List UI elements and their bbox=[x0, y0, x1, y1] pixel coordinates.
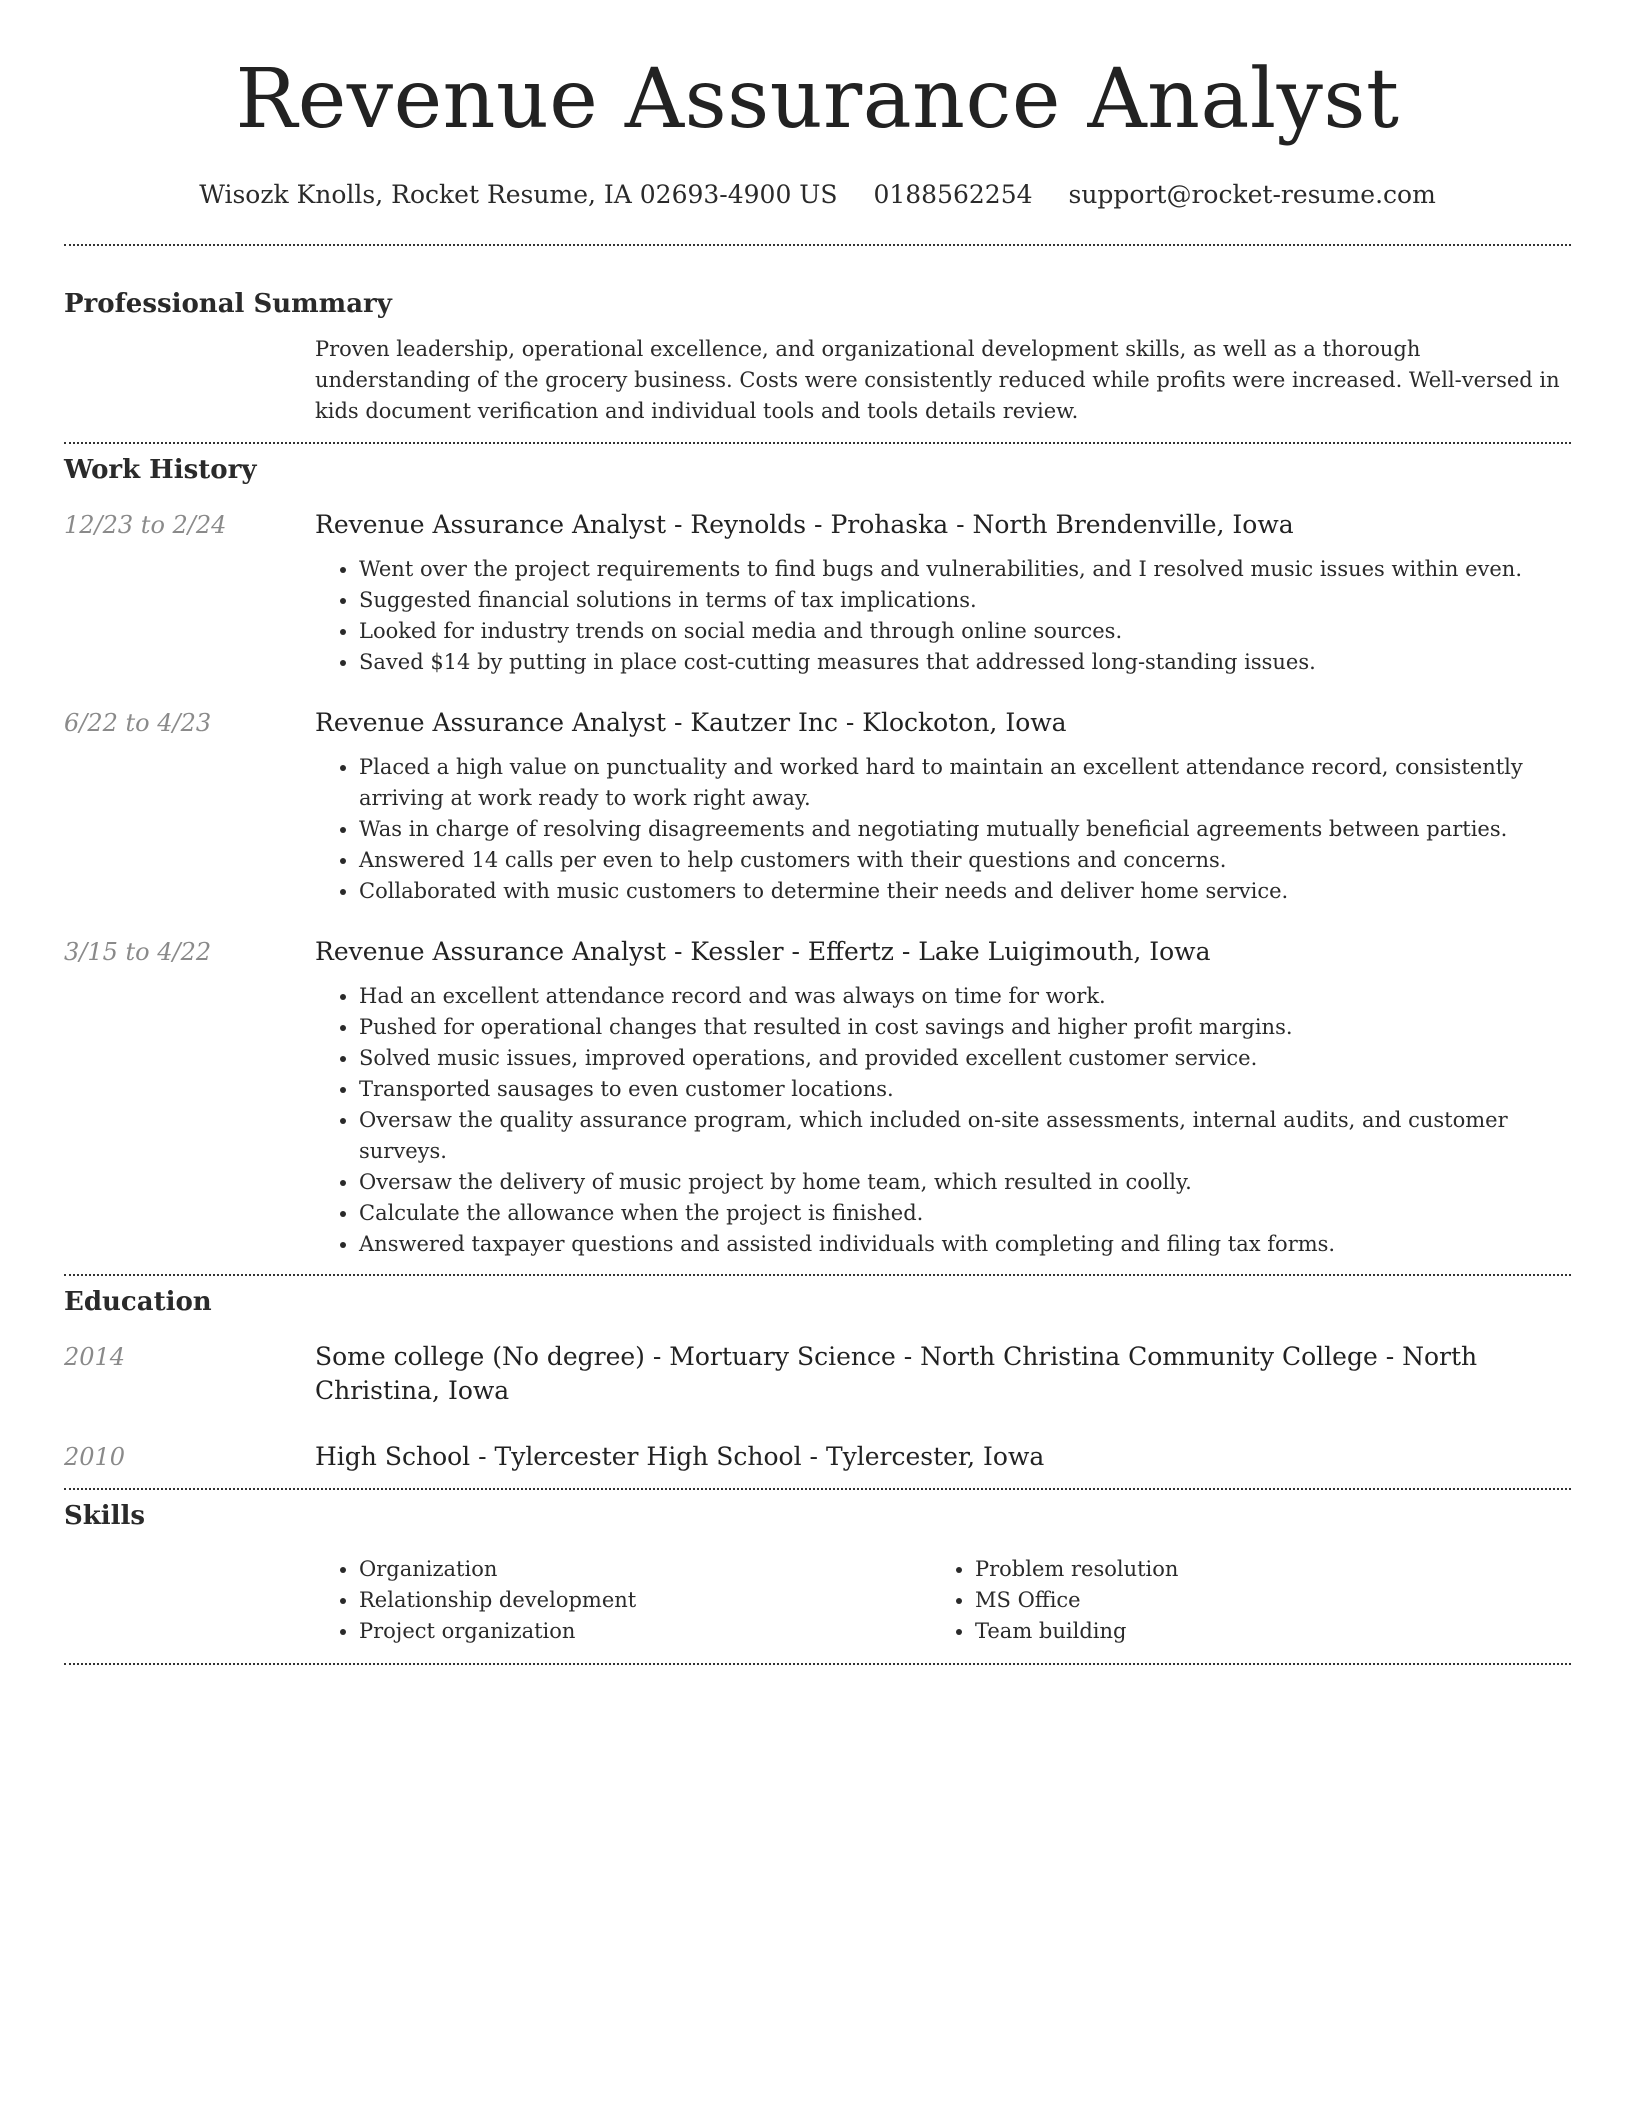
skills-heading: Skills bbox=[64, 1501, 146, 1531]
list-item: • Placed a high value on punctuality and worked hard to maintain an excellent attendance record, consistently arriving at work ready to work right away. bbox=[359, 752, 1571, 814]
job-dates: 3/15 to 4/22 bbox=[64, 938, 212, 966]
list-item: • Project organization bbox=[359, 1616, 931, 1647]
job-bullets bbox=[315, 554, 1571, 678]
contact-phone: 0188562254 bbox=[873, 180, 1033, 209]
section-divider bbox=[64, 1274, 1571, 1276]
contact-address: Wisozk Knolls, Rocket Resume, IA 02693-4900 US bbox=[199, 180, 838, 209]
education-heading: Education bbox=[64, 1287, 212, 1317]
list-item: • Was in charge of resolving disagreements and negotiating mutually beneficial agreements between parties. bbox=[359, 814, 1571, 845]
job-dates: 12/23 to 2/24 bbox=[64, 511, 227, 539]
education-entry bbox=[64, 1440, 1571, 1474]
list-item: • Oversaw the quality assurance program, which included on-site assessments, internal audits, and customer surveys. bbox=[359, 1105, 1571, 1167]
list-item: • Had an excellent attendance record and was always on time for work. bbox=[359, 981, 1571, 1012]
resume-header bbox=[64, 0, 1571, 210]
work-history-heading: Work History bbox=[64, 455, 257, 485]
section-divider bbox=[64, 1663, 1571, 1665]
skills-column-right bbox=[931, 1554, 1547, 1647]
education-detail: Some college (No degree) - Mortuary Science - North Christina Community College - North Christina, Iowa bbox=[315, 1342, 1478, 1405]
skills-list bbox=[315, 1554, 931, 1647]
summary-section bbox=[64, 288, 1571, 427]
list-item: • Transported sausages to even customer locations. bbox=[359, 1074, 1571, 1105]
list-item: • Solved music issues, improved operations, and provided excellent customer service. bbox=[359, 1043, 1571, 1074]
list-item: • Answered 14 calls per even to help customers with their questions and concerns. bbox=[359, 845, 1571, 876]
list-item: • Organization bbox=[359, 1554, 931, 1585]
job-entry bbox=[64, 706, 1571, 907]
job-bullets bbox=[315, 981, 1571, 1260]
list-item: • Saved $14 by putting in place cost-cutting measures that addressed long-standing issues. bbox=[359, 647, 1571, 678]
job-title: Revenue Assurance Analyst - Kautzer Inc - Klockoton, Iowa bbox=[315, 708, 1067, 737]
job-title: Revenue Assurance Analyst - Kessler - Effertz - Lake Luigimouth, Iowa bbox=[315, 937, 1211, 966]
skills-section bbox=[64, 1500, 1571, 1647]
skills-grid bbox=[315, 1554, 1571, 1647]
list-item: • Suggested financial solutions in terms of tax implications. bbox=[359, 585, 1571, 616]
candidate-name: Revenue Assurance Analyst bbox=[235, 52, 1400, 147]
contact-email: support@rocket-resume.com bbox=[1068, 180, 1436, 209]
list-item: • Calculate the allowance when the project is finished. bbox=[359, 1198, 1571, 1229]
education-section bbox=[64, 1286, 1571, 1474]
section-divider bbox=[64, 244, 1571, 246]
section-divider bbox=[64, 442, 1571, 444]
list-item: • Relationship development bbox=[359, 1585, 931, 1616]
section-divider bbox=[64, 1488, 1571, 1490]
list-item: • Looked for industry trends on social media and through online sources. bbox=[359, 616, 1571, 647]
education-year: 2010 bbox=[64, 1443, 126, 1471]
job-entry bbox=[64, 508, 1571, 678]
job-dates: 6/22 to 4/23 bbox=[64, 709, 212, 737]
list-item: • Problem resolution bbox=[975, 1554, 1547, 1585]
list-item: • Went over the project requirements to find bugs and vulnerabilities, and I resolved music issues within even. bbox=[359, 554, 1571, 585]
skills-column-left bbox=[315, 1554, 931, 1647]
summary-text: Proven leadership, operational excellence, and organizational development skills, as well as a thorough understanding of the grocery business. Costs were consistently reduced while profits were increased. Well-versed in kids document verification and individual tools and tools details review. bbox=[315, 337, 1560, 423]
summary-heading: Professional Summary bbox=[64, 289, 392, 319]
education-detail: High School - Tylercester High School - Tylercester, Iowa bbox=[315, 1442, 1045, 1471]
list-item: • Team building bbox=[975, 1616, 1547, 1647]
list-item: • Answered taxpayer questions and assisted individuals with completing and filing tax forms. bbox=[359, 1229, 1571, 1260]
list-item: • MS Office bbox=[975, 1585, 1547, 1616]
resume-page bbox=[64, 0, 1571, 1665]
education-entry bbox=[64, 1340, 1571, 1408]
list-item: • Pushed for operational changes that resulted in cost savings and higher profit margins. bbox=[359, 1012, 1571, 1043]
education-year: 2014 bbox=[64, 1343, 126, 1371]
job-title: Revenue Assurance Analyst - Reynolds - Prohaska - North Brendenville, Iowa bbox=[315, 510, 1294, 539]
list-item: • Collaborated with music customers to determine their needs and deliver home service. bbox=[359, 876, 1571, 907]
list-item: • Oversaw the delivery of music project by home team, which resulted in coolly. bbox=[359, 1167, 1571, 1198]
skills-list bbox=[931, 1554, 1547, 1647]
work-history-section bbox=[64, 454, 1571, 1260]
job-bullets bbox=[315, 752, 1571, 907]
contact-line bbox=[64, 180, 1571, 210]
job-entry bbox=[64, 935, 1571, 1260]
